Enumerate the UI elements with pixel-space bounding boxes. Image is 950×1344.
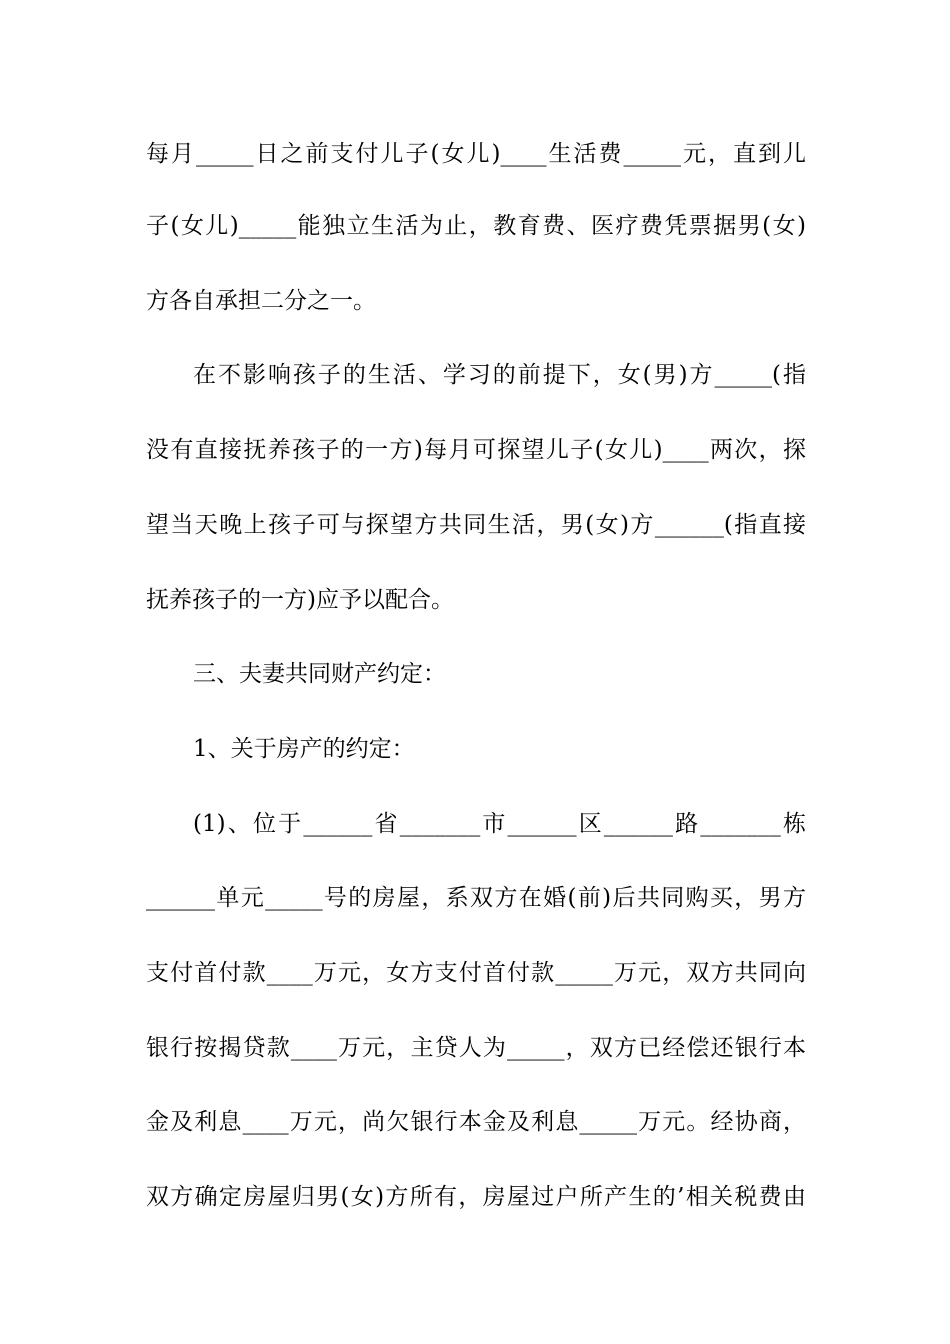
text-line-5: 没有直接抚养孩子的一方)每月可探望儿子(女儿)____两次，探 (146, 437, 806, 463)
text-line-6: 望当天晚上孩子可与探望方共同生活，男(女)方______(指直接 (146, 512, 806, 538)
text-line-13: 银行按揭贷款____万元，主贷人为_____，双方已经偿还银行本 (146, 1035, 806, 1061)
text-line-10: (1)、位于______省_______市______区______路_______栋 (193, 811, 806, 837)
text-line-1: 每月_____日之前支付儿子(女儿)____生活费_____元，直到儿 (146, 141, 806, 167)
text-line-4: 在不影响孩子的生活、学习的前提下，女(男)方_____(指 (193, 362, 806, 388)
text-line-14: 金及利息____万元，尚欠银行本金及利息_____万元。经协商， (146, 1109, 806, 1135)
text-line-11: ______单元_____号的房屋，系双方在婚(前)后共同购买，男方 (146, 885, 806, 911)
subsection-heading: 1、关于房产的约定： (193, 736, 415, 762)
text-line-2: 子(女儿)_____能独立生活为止，教育费、医疗费凭票据男(女) (146, 213, 806, 239)
section-heading: 三、夫妻共同财产约定： (193, 661, 446, 687)
text-line-12: 支付首付款____万元，女方支付首付款_____万元，双方共同向 (146, 960, 806, 986)
text-line-7: 抚养孩子的一方)应予以配合。 (146, 587, 454, 613)
text-line-15: 双方确定房屋归男(女)方所有，房屋过户所产生的’相关税费由 (146, 1184, 806, 1210)
text-line-3: 方各自承担二分之一。 (146, 288, 376, 314)
